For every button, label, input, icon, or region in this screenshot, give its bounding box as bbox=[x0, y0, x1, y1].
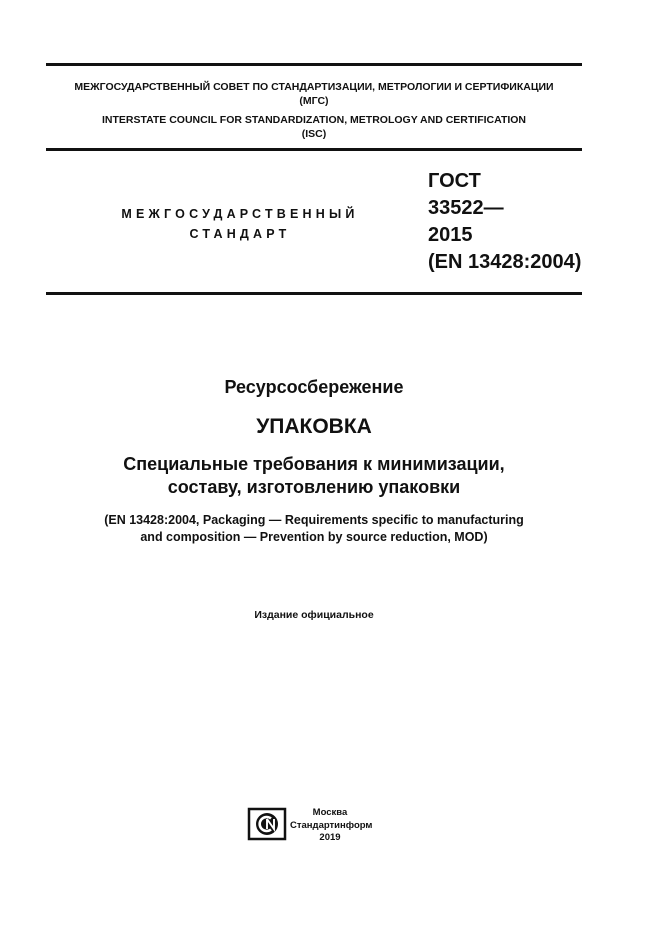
title-description-line2: составу, изготовлению упаковки bbox=[167, 477, 461, 497]
middle-rule bbox=[46, 148, 582, 151]
publisher-logo-icon bbox=[247, 807, 287, 841]
council-abbr-ru: (МГС) bbox=[299, 95, 329, 107]
subtitle-line1: (EN 13428:2004, Packaging — Requirements specific to manufacturing bbox=[104, 513, 524, 527]
bottom-rule bbox=[46, 292, 582, 295]
title-description bbox=[46, 453, 582, 499]
council-name-ru bbox=[46, 80, 582, 108]
council-name-en bbox=[46, 113, 582, 141]
council-abbr-en: (ISC) bbox=[301, 128, 327, 140]
standard-designation bbox=[428, 168, 581, 276]
publisher-name: Стандартинформ bbox=[290, 819, 373, 831]
title-description-line1: Специальные требования к минимизации, bbox=[123, 454, 505, 474]
subtitle-line2: and composition — Prevention by source reduction, MOD) bbox=[140, 530, 488, 544]
standard-type-line1: МЕЖГОСУДАРСТВЕННЫЙ bbox=[121, 207, 359, 221]
designation-prefix: ГОСТ bbox=[428, 170, 481, 192]
edition-label: Издание официальное bbox=[254, 609, 374, 621]
title-category: Ресурсосбережение bbox=[224, 377, 404, 397]
title-main: УПАКОВКА bbox=[256, 415, 372, 438]
designation-year: 2015 bbox=[428, 224, 473, 246]
publisher-info bbox=[290, 807, 373, 845]
top-rule bbox=[46, 63, 582, 66]
council-name-ru-line: МЕЖГОСУДАРСТВЕННЫЙ СОВЕТ ПО СТАНДАРТИЗАЦИИ, МЕТРОЛОГИИ И СЕРТИФИКАЦИИ bbox=[74, 81, 554, 93]
publisher-year: 2019 bbox=[319, 832, 341, 843]
standard-type-line2: СТАНДАРТ bbox=[189, 227, 291, 241]
subtitle-en bbox=[46, 512, 582, 546]
standard-type-label bbox=[100, 204, 380, 244]
publisher-city: Москва bbox=[312, 807, 348, 818]
designation-en-ref: (EN 13428:2004) bbox=[428, 251, 582, 273]
designation-number: 33522— bbox=[428, 197, 504, 219]
council-name-en-line: INTERSTATE COUNCIL FOR STANDARDIZATION, METROLOGY AND CERTIFICATION bbox=[101, 114, 527, 126]
